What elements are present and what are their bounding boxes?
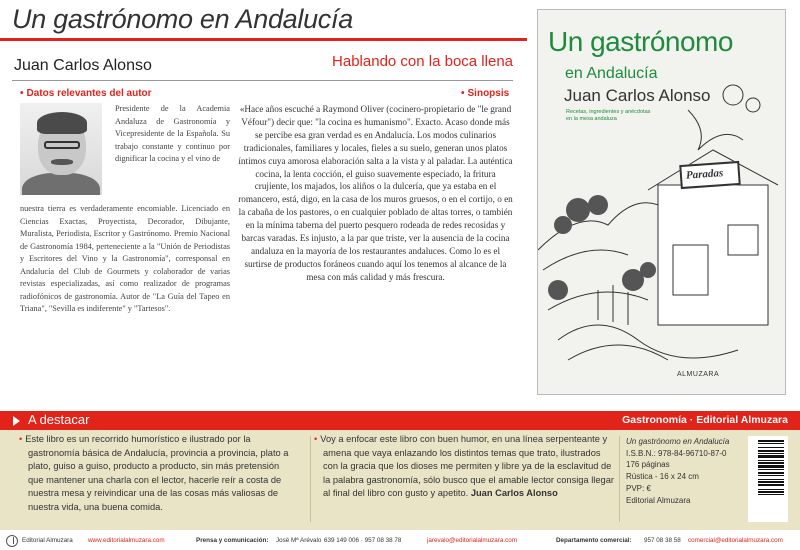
detail-isbn: I.S.B.N.: 978-84-96710-87-0	[626, 448, 727, 458]
footer-commercial-phone: 957 08 38 58	[644, 537, 681, 544]
synopsis-text: «Hace años escuché a Raymond Oliver (cocinero-propietario de "le grand Véfour") decir que: "la cocina es humanismo". Exacto. Acaso donde más se percibe esa gran verdad es en Andalucía. Los modos culinarios tradicionales, familiares y locales, fieles a su suelo, generan unos platos íntimos cuya amorosa elaboración salta a la vista y al paladar. La auténtica cocina, la lenta cocción, el guiso suavemente especiado, la fritura crujiente, los majados, los aliños o la dulcería, que ya estaba en el romancero, está, digo, en la casa de los muros gruesos, o en el cortijo, o en la cabaña de los pastores, o en cualquier poblado de altas torres, o también en la mínima taberna del puerto pesquero rodeada de redes recosidas y barcas varadas. Es injusto, a la par que triste, ver la ausencia de la cocina andaluza en la mayoría de los restaurantes andaluces. Como lo es el surtirse de productos foráneos cuando aquí los tenemos al alcance de la mesa con más calidad y más frescura.	[238, 104, 513, 282]
barcode-stripe	[758, 469, 784, 470]
cover-title-line1: Un gastrónomo	[548, 26, 733, 57]
cover-subtitle: Recetas, ingredientes y anécdotas en la mesa andaluza	[566, 109, 651, 122]
barcode-stripe	[758, 443, 784, 444]
barcode-stripe	[758, 491, 784, 493]
barcode-stripe	[758, 481, 784, 483]
barcode-stripe	[758, 450, 784, 452]
footer-press-phone: 639 149 006 · 957 08 38 78	[324, 537, 402, 544]
publisher-logo-icon	[6, 535, 18, 547]
genre-label: Gastronomía · Editorial Almuzara	[622, 414, 788, 426]
highlight-bar	[0, 411, 800, 430]
column-divider	[310, 436, 311, 522]
author-name: Juan Carlos Alonso	[14, 57, 152, 74]
barcode-stripe	[758, 462, 784, 464]
bullet-icon: •	[461, 88, 465, 99]
author-bio: nuestra tierra es verdaderamente encomiable. Licenciado en Ciencias Exactas, Proyectista, Decorador, Dibujante, Muralista, Periodista, Escritor y Gastrónomo. Premio Nacional de Gastronomía 1984, perteneciente a la "Unión de Periodistas y Escritores del Vino y la Gastronomía", corresponsal en Andalucía del Club de Gourmets y colaborador de varias revistas especializadas, así como realizador de programas radiofónicos de gastronomía. Autor de "La Guía del Tapeo en Triana", "Sevilla es indiferente" y "Tartesos".	[20, 204, 230, 313]
barcode-stripe	[758, 489, 784, 490]
column-divider	[619, 436, 620, 522]
cover-title-line2: en Andalucía	[565, 65, 658, 82]
bullet-icon: •	[20, 88, 24, 99]
barcode-stripe	[758, 453, 784, 454]
author-photo	[20, 103, 102, 195]
detail-price: PVP: €	[626, 483, 651, 493]
barcode	[748, 436, 788, 522]
barcode-stripe	[758, 460, 784, 461]
detail-binding: Rústica - 16 x 24 cm	[626, 472, 699, 482]
author-data-heading: • Datos relevantes del autor	[20, 88, 152, 99]
book-cover	[537, 9, 786, 395]
barcode-stripe	[758, 479, 784, 480]
bullet-icon: •	[314, 434, 318, 444]
footer-press-email-link[interactable]: jarevalo@editorialalmuzara.com	[427, 537, 518, 544]
footer-press-contact: José Mª Arévalo	[276, 537, 322, 544]
tagline: Hablando con la boca llena	[332, 53, 513, 70]
footer-website-link[interactable]: www.editorialalmuzara.com	[88, 537, 165, 544]
footer	[0, 534, 800, 550]
footer-press-label: Prensa y comunicación:	[196, 537, 269, 544]
author-bio-top: Presidente de la Academia Andaluza de Gastronomía y Vicepresidente de la Española. Su trabajo constante y continuo por dignificar la cocina y el vino de	[115, 104, 230, 163]
book-details	[626, 436, 738, 506]
barcode-stripe	[758, 465, 784, 468]
barcode-stripe	[758, 484, 784, 486]
cover-sign: Paradas	[679, 161, 741, 189]
synopsis-heading: • Sinopsis	[461, 88, 510, 99]
cover-publisher: ALMUZARA	[677, 371, 720, 378]
cover-author: Juan Carlos Alonso	[564, 86, 711, 105]
barcode-stripe	[758, 440, 784, 442]
detail-publisher: Editorial Almuzara	[626, 495, 691, 505]
highlight-label: A destacar	[28, 412, 90, 427]
footer-commercial-label: Departamento comercial:	[556, 537, 632, 544]
barcode-stripe	[758, 472, 784, 474]
barcode-stripe	[758, 494, 784, 495]
footer-publisher: Editorial Almuzara	[22, 537, 73, 544]
footer-commercial-email-link[interactable]: comercial@editorialalmuzara.com	[688, 537, 783, 544]
barcode-stripe	[758, 475, 784, 476]
highlight-left: • Este libro es un recorrido humorístico e ilustrado por la gastronomía básica de Andalucía, provincia a provincia, plato a plato, guiso a guiso, producto a producto, sin más pretensión que mantener una charla con el lector, hacerle reír a costa de nuestra mesa y reivindicar una de las cosas más valiosas de nuestra vida, una buena comida.	[19, 434, 289, 512]
signature: Juan Carlos Alonso	[470, 488, 558, 498]
barcode-stripe	[758, 447, 784, 448]
bullet-icon: •	[19, 434, 23, 444]
detail-title: Un gastrónomo en Andalucía	[626, 437, 730, 446]
page-title: Un gastrónomo en Andalucía	[12, 4, 353, 34]
title-rule	[0, 38, 527, 41]
header-divider	[12, 80, 513, 81]
barcode-stripe	[758, 455, 784, 458]
detail-pages: 176 páginas	[626, 460, 670, 470]
highlight-middle: • Voy a enfocar este libro con buen humor, en una línea serpenteante y amena que vaya enlazando los distintos temas que trato, ilustrados con la gracia que los dioses me permiten y libre ya de la esclavitud de la palabra gastronomía, sólo busco que el amable lector consiga llegar al final del libro con gusto y apetito. Juan Carlos Alonso	[314, 434, 614, 498]
arrow-right-icon	[13, 416, 20, 426]
